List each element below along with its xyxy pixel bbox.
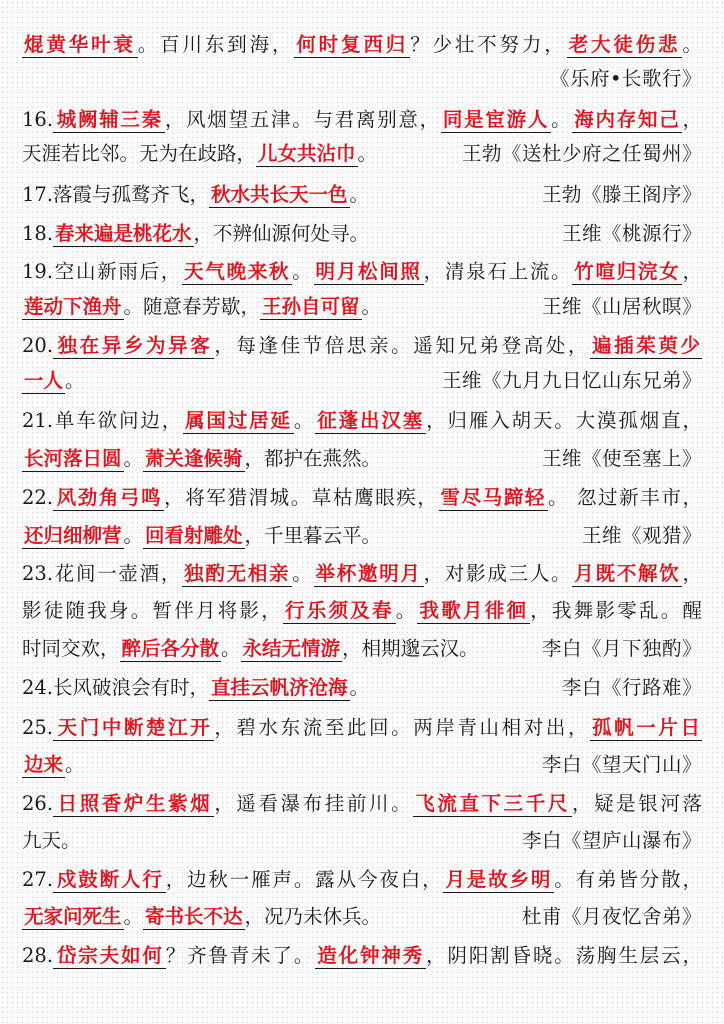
poem-text: 时同交欢，: [22, 637, 120, 660]
poem-source: 杜甫《月夜忆舍弟》: [521, 905, 702, 928]
poem-text: 。: [349, 676, 370, 699]
poem-text: ，边秋一雁声。露从今夜白，: [165, 868, 444, 891]
poem-text: 。: [357, 142, 378, 165]
text-line: [22, 329, 702, 363]
poem-text: 。百川东到海，: [137, 33, 295, 56]
answer-blank: 寄书长不达: [145, 905, 243, 928]
poem-text: ，每逢佳节倍思亲。遥知兄弟登高处，: [214, 334, 591, 357]
answer-blank: 月既不解饮: [574, 562, 681, 585]
poem-text: 22.: [22, 486, 54, 509]
poem-text: 。: [551, 108, 573, 131]
answer-blank: 天门中断楚江开: [55, 716, 213, 739]
poem-text: 。: [293, 409, 316, 432]
line-body: [22, 33, 702, 58]
poem-source: 王勃《滕王阁序》: [541, 183, 702, 206]
answer-blank: 何时复西归: [296, 33, 409, 56]
poem-text: ，: [682, 108, 702, 131]
poem-text: ，: [682, 260, 702, 283]
text-line: [22, 939, 702, 973]
poem-text: ，清泉石上流。: [423, 260, 573, 283]
answer-blank: 永结无情游: [242, 637, 341, 660]
answer-blank: 回看射雕处: [145, 524, 243, 547]
text-line: [22, 481, 702, 515]
answer-blank: 风劲角弓鸣: [55, 486, 163, 509]
poem-text: ，况乃未休兵。: [244, 905, 382, 928]
line-body: [22, 944, 702, 969]
line-body: [22, 519, 381, 553]
poem-text: 影徒随我身。暂伴月将影，: [22, 599, 283, 622]
text-line: [22, 290, 702, 324]
poem-text: 。 忽过新丰市，: [548, 486, 702, 509]
poem-text: 18.: [22, 222, 54, 245]
line-body: [22, 409, 702, 434]
answer-blank: 天气晚来秋: [184, 260, 291, 283]
text-line: [22, 519, 702, 553]
answer-blank: 遍插茱萸少: [592, 334, 700, 357]
text-line: [22, 900, 702, 934]
line-body: [22, 562, 702, 587]
text-line: [22, 62, 702, 96]
poem-text: 。: [123, 447, 144, 470]
poem-text: 。: [123, 524, 144, 547]
poem-text: 23.花间一壶酒，: [22, 562, 183, 585]
poem-text: 。: [292, 260, 314, 283]
poem-text: 16.: [22, 108, 54, 131]
text-line: [22, 594, 702, 628]
text-line: [22, 137, 702, 171]
answer-blank: 飞流直下三千尺: [415, 792, 570, 815]
answer-blank: 举杯邀明月: [315, 562, 422, 585]
line-body: [22, 334, 702, 359]
text-line: [22, 103, 702, 137]
text-line: [22, 404, 702, 438]
poem-text: ，相期邈云汉。: [342, 637, 479, 660]
answer-blank: 王孙自可留: [262, 295, 360, 318]
line-body: [22, 260, 702, 285]
poem-source: 李白《望天门山》: [541, 753, 702, 776]
answer-blank: 焜黄华叶衰: [24, 33, 136, 56]
poem-text: ，对影成三人。: [423, 562, 573, 585]
poem-source: 《乐府•长歌行》: [549, 67, 702, 90]
line-body: [22, 716, 702, 741]
answer-blank: 海内存知己: [574, 108, 681, 131]
poem-source: 王勃《送杜少府之任蜀州》: [461, 142, 702, 165]
answer-blank: 莲动下渔舟: [24, 295, 122, 318]
text-line: [22, 748, 702, 782]
answer-blank: 造化钟神秀: [317, 944, 425, 967]
poem-text: 25.: [22, 716, 54, 739]
poem-text: 17.落霞与孤鹜齐飞，: [22, 183, 210, 206]
answer-blank: 孤帆一片日: [592, 716, 700, 739]
poem-text: 。: [682, 33, 702, 56]
text-line: [22, 255, 702, 289]
text-line: [22, 557, 702, 591]
answer-blank: 无家问死生: [24, 905, 122, 928]
line-body: [22, 486, 702, 511]
answer-blank: 行乐须及春: [284, 599, 394, 622]
poem-source: 李白《望庐山瀑布》: [521, 829, 702, 852]
line-body: [22, 364, 85, 398]
poem-text: 九天。: [22, 829, 81, 852]
answer-blank: 春来遍是桃花水: [55, 222, 192, 245]
poem-text: ？少壮不努力，: [410, 33, 567, 56]
line-body: [22, 671, 369, 705]
line-body: [22, 108, 702, 133]
line-body: [22, 748, 85, 782]
line-body: [22, 137, 377, 171]
poem-source: 王维《桃源行》: [561, 222, 702, 245]
poem-source: 李白《月下独酌》: [541, 637, 702, 660]
answer-blank: 日照香炉生紫烟: [55, 792, 213, 815]
answer-blank: 雪尽马蹄轻: [440, 486, 547, 509]
line-body: [22, 792, 702, 817]
poem-text: 19.空山新雨后，: [22, 260, 183, 283]
text-line: [22, 671, 702, 705]
poem-text: ，碧水东流至此回。两岸青山相对出，: [214, 716, 591, 739]
line-body: [22, 868, 702, 893]
poem-text: 。: [123, 905, 144, 928]
answer-blank: 独在异乡为异客: [55, 334, 213, 357]
line-body: [22, 290, 381, 324]
poem-text: ，归雁入胡天。大漠孤烟直，: [426, 409, 702, 432]
answer-blank: 竹喧归浣女: [574, 260, 681, 283]
line-body: [22, 632, 479, 666]
poem-text: 天涯若比邻。无为在歧路，: [22, 142, 257, 165]
poem-source: 王维《山居秋暝》: [541, 295, 702, 318]
answer-blank: 秋水共长天一色: [211, 183, 348, 206]
poem-text: ，将军猎渭城。草枯鹰眼疾，: [164, 486, 439, 509]
poem-text: ，风烟望五津。与君离别意，: [164, 108, 441, 131]
poem-text: 。: [221, 637, 241, 660]
answer-blank: 明月松间照: [315, 260, 422, 283]
poem-text: 。: [349, 183, 370, 206]
text-line: [22, 442, 702, 476]
poem-text: ，都护在燕然。: [244, 447, 382, 470]
answer-blank: 月是故乡明: [445, 868, 553, 891]
answer-blank: 岱宗夫如何: [55, 944, 164, 967]
line-body: [22, 824, 81, 858]
text-line: [22, 824, 702, 858]
answer-blank: 我歌月徘徊: [419, 599, 529, 622]
poem-text: 24.长风破浪会有时，: [22, 676, 210, 699]
text-line: [22, 28, 702, 62]
text-line: [22, 178, 702, 212]
poem-source: 王维《九月九日忆山东兄弟》: [441, 369, 702, 392]
text-line: [22, 217, 702, 251]
text-line: [22, 711, 702, 745]
poem-text: ，我舞影零乱。醒: [530, 599, 702, 622]
text-line: [22, 364, 702, 398]
poem-text: 。: [292, 562, 314, 585]
answer-blank: 萧关逢候骑: [145, 447, 243, 470]
answer-blank: 属国过居延: [185, 409, 292, 432]
answer-blank: 戍鼓断人行: [55, 868, 164, 891]
answer-blank: 边来: [24, 753, 64, 776]
poem-text: 。: [65, 753, 85, 776]
answer-blank: 独酌无相亲: [184, 562, 291, 585]
poem-text: 。: [361, 295, 382, 318]
text-line: [22, 787, 702, 821]
answer-blank: 征蓬出汉塞: [317, 409, 425, 432]
poem-text: ？齐鲁青未了。: [165, 944, 316, 967]
line-body: [22, 442, 381, 476]
poem-text: 27.: [22, 868, 54, 891]
poem-source: 王维《使至塞上》: [541, 447, 702, 470]
poem-text: 26.: [22, 792, 54, 815]
poem-text: 20.: [22, 334, 54, 357]
answer-blank: 醉后各分散: [121, 637, 220, 660]
poem-text: 。: [395, 599, 418, 622]
answer-blank: 长河落日圆: [24, 447, 122, 470]
poem-text: 28.: [22, 944, 54, 967]
poem-text: ，千里暮云平。: [244, 524, 382, 547]
poem-source: 李白《行路难》: [561, 676, 702, 699]
text-line: [22, 863, 702, 897]
line-body: [22, 900, 381, 934]
line-body: [22, 599, 702, 624]
answer-blank: 还归细柳营: [24, 524, 122, 547]
poem-text: ，遥看瀑布挂前川。: [214, 792, 414, 815]
poem-text: ，阴阳割昏晓。荡胸生层云，: [426, 944, 702, 967]
poem-text: 。有弟皆分散，: [554, 868, 702, 891]
answer-blank: 直挂云帆济沧海: [211, 676, 348, 699]
answer-blank: 儿女共沾巾: [258, 142, 356, 165]
poem-text: ，不辨仙源何处寻。: [193, 222, 370, 245]
poem-text: ，: [682, 562, 702, 585]
text-line: [22, 632, 702, 666]
answer-blank: 城阙辅三秦: [55, 108, 163, 131]
poem-text: ，疑是银河落: [571, 792, 702, 815]
line-body: [22, 178, 369, 212]
poem-text: 。: [65, 369, 85, 392]
answer-blank: 一人: [24, 369, 64, 392]
answer-blank: 老大徒伤悲: [568, 33, 681, 56]
poem-text: 。随意春芳歇，: [123, 295, 261, 318]
poem-source: 王维《观猎》: [581, 524, 702, 547]
poem-text: 21.单车欲问边，: [22, 409, 184, 432]
line-body: [22, 217, 369, 251]
answer-blank: 同是宦游人: [442, 108, 550, 131]
